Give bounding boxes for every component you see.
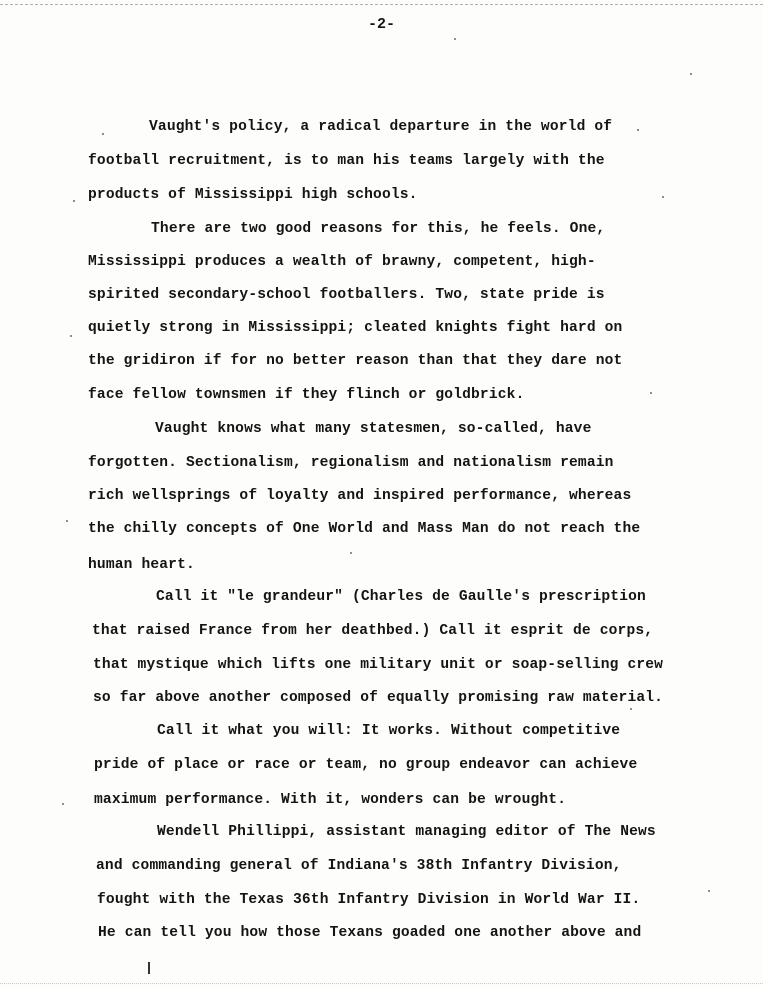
scan-mark [148, 962, 150, 974]
scan-speck [708, 890, 710, 892]
body-line: that mystique which lifts one military unit or soap-selling crew [93, 657, 664, 673]
body-line: and commanding general of Indiana's 38th Infantry Division, [96, 858, 622, 874]
body-line: football recruitment, is to man his teams largely with the [88, 153, 605, 169]
body-line: that raised France from her deathbed.) Call it esprit de corps, [92, 623, 654, 639]
scan-speck [102, 133, 104, 135]
body-line: rich wellsprings of loyalty and inspired performance, whereas [88, 488, 632, 504]
body-line: Mississippi produces a wealth of brawny, competent, high- [88, 254, 596, 270]
body-line: face fellow townsmen if they flinch or goldbrick. [88, 387, 525, 403]
body-line: spirited secondary-school footballers. Two, state pride is [88, 287, 605, 303]
scan-speck [70, 335, 72, 337]
body-line: forgotten. Sectionalism, regionalism and nationalism remain [88, 455, 614, 471]
body-line: the gridiron if for no better reason than that they dare not [88, 353, 623, 369]
scan-speck [650, 392, 652, 394]
body-line: Vaught knows what many statesmen, so-called, have [155, 421, 592, 437]
body-line: products of Mississippi high schools. [88, 187, 418, 203]
scan-speck [454, 38, 456, 40]
scan-speck [637, 129, 639, 131]
body-line: human heart. [88, 557, 195, 573]
scan-speck [62, 803, 64, 805]
scan-speck [630, 708, 632, 710]
scan-speck [350, 552, 352, 554]
scan-speck [662, 196, 664, 198]
page-bottom-edge [0, 983, 763, 984]
scan-speck [690, 73, 692, 75]
body-line: Call it what you will: It works. Without competitive [157, 723, 621, 739]
body-line: He can tell you how those Texans goaded one another above and [98, 925, 642, 941]
scan-speck [73, 200, 75, 202]
page-number: -2- [368, 16, 396, 33]
body-line: maximum performance. With it, wonders can be wrought. [94, 792, 567, 808]
scan-speck [66, 520, 68, 522]
body-line: Wendell Phillippi, assistant managing editor of The News [157, 824, 656, 840]
body-line: There are two good reasons for this, he feels. One, [151, 221, 606, 237]
body-line: Vaught's policy, a radical departure in the world of [149, 119, 613, 135]
body-line: Call it "le grandeur" (Charles de Gaulle's prescription [156, 589, 646, 605]
body-line: quietly strong in Mississippi; cleated knights fight hard on [88, 320, 623, 336]
body-line: the chilly concepts of One World and Mass Man do not reach the [88, 521, 641, 537]
page-top-edge [0, 4, 763, 5]
body-line: so far above another composed of equally promising raw material. [93, 690, 664, 706]
body-line: fought with the Texas 36th Infantry Division in World War II. [97, 892, 641, 908]
body-line: pride of place or race or team, no group endeavor can achieve [94, 757, 638, 773]
